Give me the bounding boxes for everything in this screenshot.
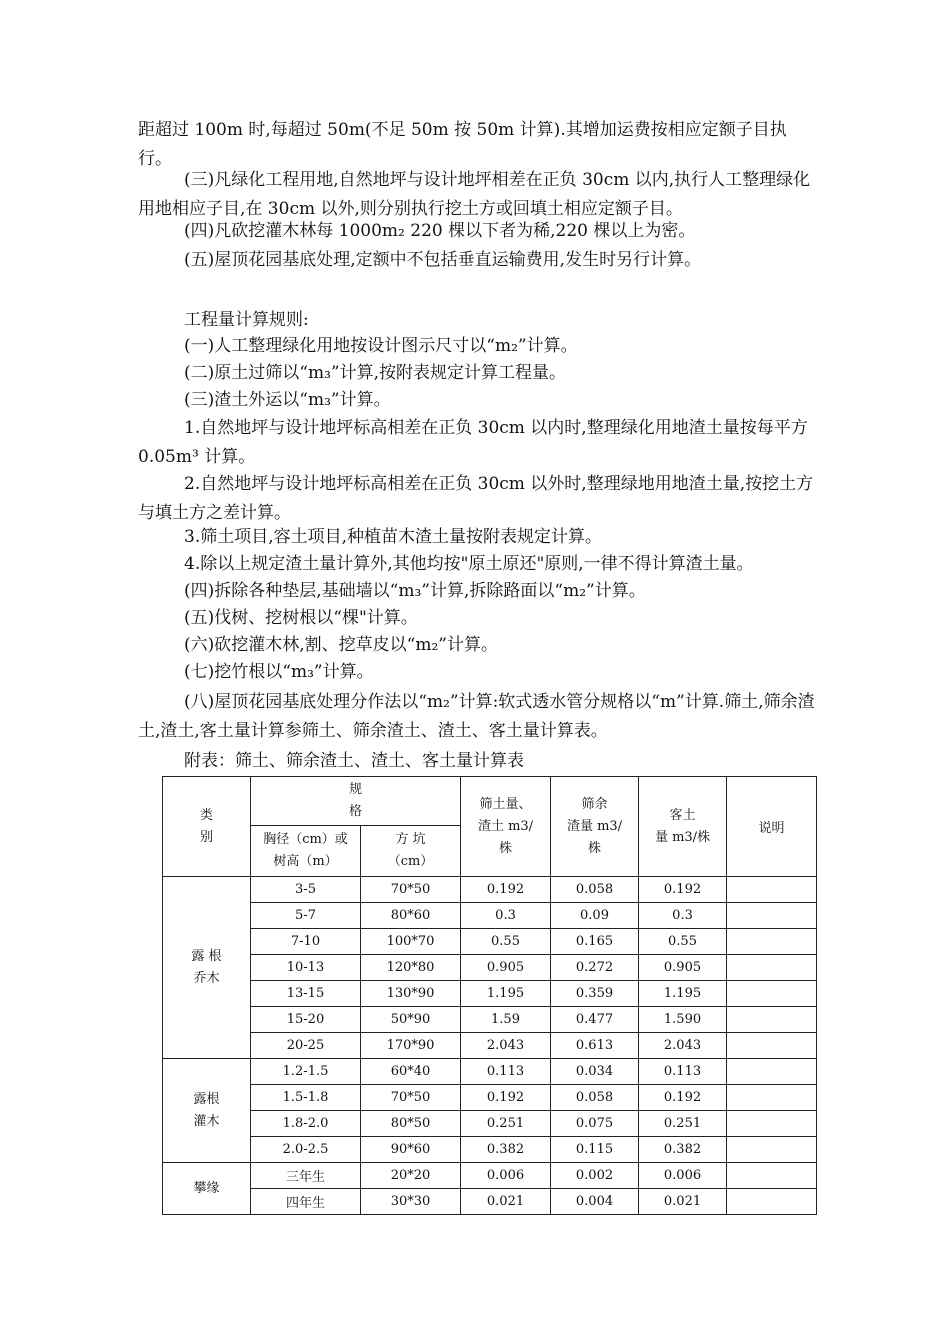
cell-sieve: 0.021: [461, 1189, 551, 1215]
cell-residue: 0.115: [551, 1137, 639, 1163]
header-spec: 规 格: [251, 777, 461, 826]
cell-spec: 1.8-2.0: [251, 1111, 361, 1137]
rule-6: (六)砍挖灌木林,割、挖草皮以“m₂”计算。: [184, 635, 498, 655]
paragraph-roof-garden: (五)屋顶花园基底处理,定额中不包括垂直运输费用,发生时另行计算。: [184, 250, 702, 270]
cell-spec: 7-10: [251, 929, 361, 955]
rule-2: (二)原土过筛以“m₃”计算,按附表规定计算工程量。: [184, 363, 566, 383]
cell-note: [727, 955, 817, 981]
cell-note: [727, 929, 817, 955]
cell-residue: 0.034: [551, 1059, 639, 1085]
header-sieve: 筛土量、 渣土 m3/ 株: [461, 777, 551, 877]
cell-note: [727, 1033, 817, 1059]
cell-sieve: 0.3: [461, 903, 551, 929]
cell-residue: 0.477: [551, 1007, 639, 1033]
header-category: 类 别: [163, 777, 251, 877]
paragraph-shrub-density: (四)凡砍挖灌木林每 1000m₂ 220 棵以下者为稀,220 棵以上为密。: [184, 221, 696, 241]
rule-3-item-2: 2.自然地坪与设计地坪标高相差在正负 30cm 以外时,整理绿地用地渣土量,按挖土方与填土方之差计算。: [138, 474, 814, 523]
rule-8: (八)屋顶花园基底处理分作法以“m₂”计算:软式透水管分规格以“m”计算.筛土,筛余渣土,渣土,客土量计算参筛土、筛余渣土、渣土、客土量计算表。: [138, 692, 815, 741]
cell-guest: 0.251: [639, 1111, 727, 1137]
rule-4: (四)拆除各种垫层,基础墙以“m₃”计算,拆除路面以“m₂”计算。: [184, 581, 646, 601]
section-title-rules: 工程量计算规则:: [184, 310, 309, 330]
cell-sieve: 0.905: [461, 955, 551, 981]
cell-pit: 60*40: [361, 1059, 461, 1085]
cell-spec: 2.0-2.5: [251, 1137, 361, 1163]
cell-pit: 90*60: [361, 1137, 461, 1163]
header-residue: 筛余 渣量 m3/ 株: [551, 777, 639, 877]
cell-residue: 0.272: [551, 955, 639, 981]
cell-residue: 0.004: [551, 1189, 639, 1215]
cell-pit: 170*90: [361, 1033, 461, 1059]
cell-pit: 80*60: [361, 903, 461, 929]
rule-3-item-3: 3.筛土项目,容土项目,种植苗木渣土量按附表规定计算。: [184, 527, 603, 547]
cell-sieve: 0.113: [461, 1059, 551, 1085]
cell-guest: 1.195: [639, 981, 727, 1007]
cell-pit: 130*90: [361, 981, 461, 1007]
cell-sieve: 0.192: [461, 1085, 551, 1111]
cell-guest: 0.021: [639, 1189, 727, 1215]
cell-note: [727, 1059, 817, 1085]
table-caption: 附表：筛土、筛余渣土、渣土、客土量计算表: [184, 751, 524, 771]
rule-3: (三)渣土外运以“m₃”计算。: [184, 390, 391, 410]
rule-5: (五)伐树、挖树根以“棵"计算。: [184, 608, 418, 628]
cell-guest: 0.55: [639, 929, 727, 955]
cell-spec: 三年生: [251, 1163, 361, 1189]
cell-residue: 0.058: [551, 877, 639, 903]
cell-residue: 0.613: [551, 1033, 639, 1059]
cell-note: [727, 877, 817, 903]
cell-pit: 70*50: [361, 1085, 461, 1111]
cell-sieve: 2.043: [461, 1033, 551, 1059]
cell-guest: 0.006: [639, 1163, 727, 1189]
cell-note: [727, 903, 817, 929]
rule-3-item-4: 4.除以上规定渣土量计算外,其他均按"原土原还"原则,一律不得计算渣土量。: [184, 554, 754, 574]
cell-spec: 3-5: [251, 877, 361, 903]
cell-guest: 0.192: [639, 1085, 727, 1111]
cell-guest: 1.590: [639, 1007, 727, 1033]
cell-sieve: 1.195: [461, 981, 551, 1007]
cell-guest: 2.043: [639, 1033, 727, 1059]
cell-note: [727, 1007, 817, 1033]
cell-residue: 0.359: [551, 981, 639, 1007]
cell-pit: 100*70: [361, 929, 461, 955]
paragraph-transport-distance: 距超过 100m 时,每超过 50m(不足 50m 按 50m 计算).其增加运费按相应定额子目执行。: [138, 120, 787, 169]
cell-note: [727, 981, 817, 1007]
cell-guest: 0.3: [639, 903, 727, 929]
header-pit: 方 坑 （cm）: [361, 826, 461, 877]
cell-residue: 0.09: [551, 903, 639, 929]
cell-residue: 0.002: [551, 1163, 639, 1189]
header-diameter: 胸径（cm）或 树高（m）: [251, 826, 361, 877]
cell-sieve: 1.59: [461, 1007, 551, 1033]
cell-residue: 0.058: [551, 1085, 639, 1111]
cell-spec: 15-20: [251, 1007, 361, 1033]
cell-sieve: 0.192: [461, 877, 551, 903]
cell-spec: 13-15: [251, 981, 361, 1007]
rule-1: (一)人工整理绿化用地按设计图示尺寸以“m₂”计算。: [184, 336, 578, 356]
cell-sieve: 0.251: [461, 1111, 551, 1137]
cell-sieve: 0.006: [461, 1163, 551, 1189]
cell-residue: 0.165: [551, 929, 639, 955]
cell-spec: 1.2-1.5: [251, 1059, 361, 1085]
cell-guest: 0.192: [639, 877, 727, 903]
cell-residue: 0.075: [551, 1111, 639, 1137]
cell-sieve: 0.55: [461, 929, 551, 955]
cell-guest: 0.113: [639, 1059, 727, 1085]
rule-3-item-1: 1.自然地坪与设计地坪标高相差在正负 30cm 以内时,整理绿化用地渣土量按每平方 0.05m³ 计算。: [138, 418, 808, 467]
group-label-tree: 露 根 乔木: [163, 877, 251, 1059]
cell-note: [727, 1189, 817, 1215]
cell-pit: 20*20: [361, 1163, 461, 1189]
cell-note: [727, 1137, 817, 1163]
cell-guest: 0.382: [639, 1137, 727, 1163]
cell-pit: 80*50: [361, 1111, 461, 1137]
cell-pit: 120*80: [361, 955, 461, 981]
cell-guest: 0.905: [639, 955, 727, 981]
cell-note: [727, 1085, 817, 1111]
cell-spec: 10-13: [251, 955, 361, 981]
cell-note: [727, 1163, 817, 1189]
cell-pit: 70*50: [361, 877, 461, 903]
cell-spec: 1.5-1.8: [251, 1085, 361, 1111]
header-guest-soil: 客土 量 m3/株: [639, 777, 727, 877]
header-note: 说明: [727, 777, 817, 877]
cell-pit: 50*90: [361, 1007, 461, 1033]
cell-sieve: 0.382: [461, 1137, 551, 1163]
cell-note: [727, 1111, 817, 1137]
group-label-shrub: 露根 灌木: [163, 1059, 251, 1163]
cell-spec: 四年生: [251, 1189, 361, 1215]
soil-calculation-table: [162, 776, 817, 1215]
cell-spec: 20-25: [251, 1033, 361, 1059]
cell-pit: 30*30: [361, 1189, 461, 1215]
group-label-climber: 攀缘: [163, 1163, 251, 1215]
cell-spec: 5-7: [251, 903, 361, 929]
paragraph-greening-land: (三)凡绿化工程用地,自然地坪与设计地坪相差在正负 30cm 以内,执行人工整理绿化用地相应子目,在 30cm 以外,则分别执行挖土方或回填土相应定额子目。: [138, 170, 811, 219]
rule-7: (七)挖竹根以“m₃”计算。: [184, 662, 374, 682]
